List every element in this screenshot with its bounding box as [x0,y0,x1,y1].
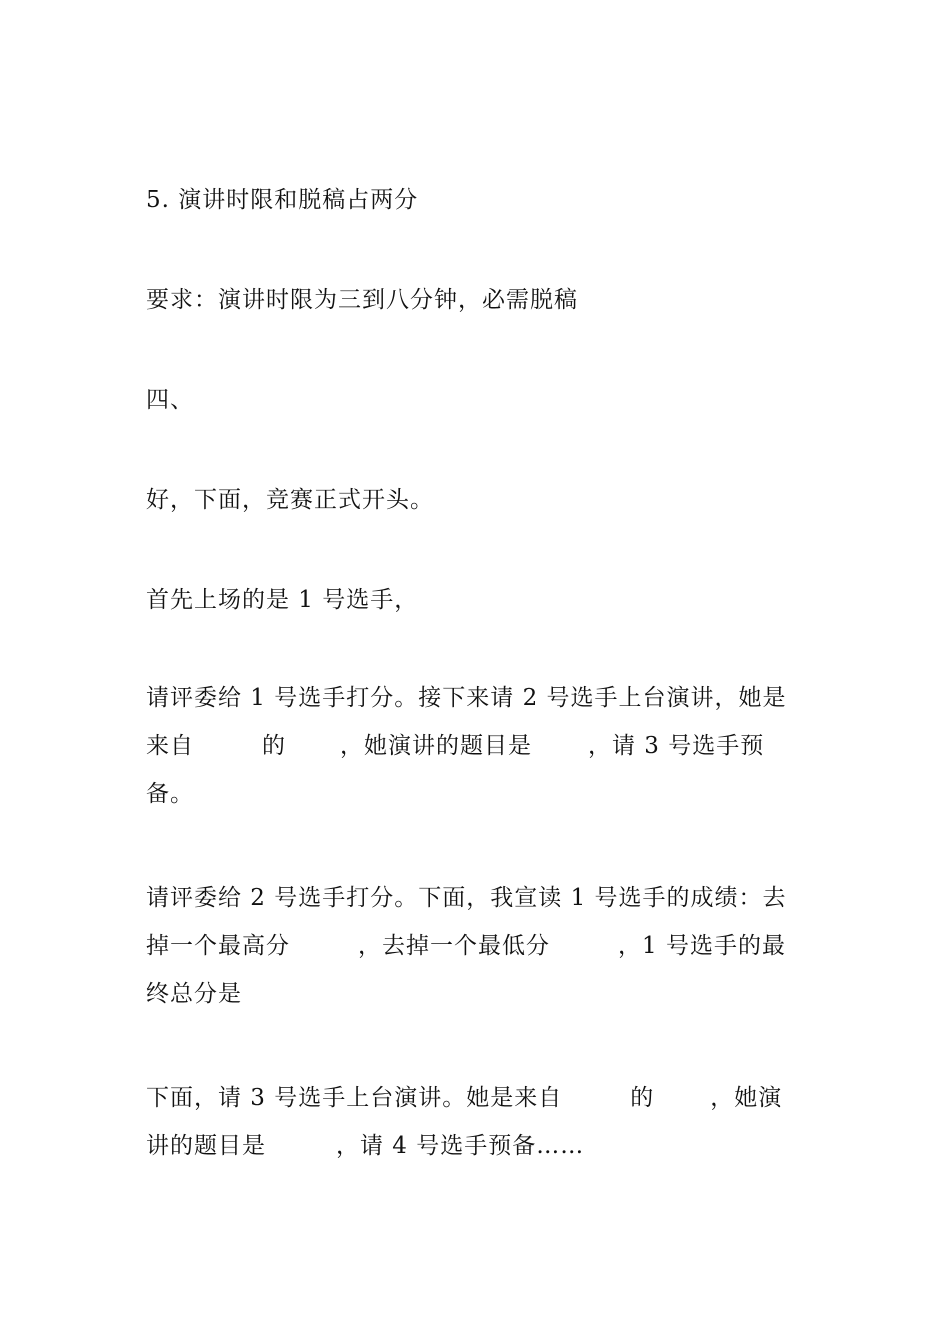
text-fragment: 的 [262,733,286,759]
text-fragment: ，请 4 号选手预备…… [336,1133,585,1159]
text-line [146,1122,806,1170]
section-heading-four [146,376,806,424]
text-line: 要求：演讲时限为三到八分钟，必需脱稿 [146,287,578,313]
text-line: 终总分是 [146,981,242,1007]
text-line: 5. 演讲时限和脱稿占两分 [146,187,419,213]
text-fragment: ，她演讲的题目是 [340,733,532,759]
paragraph-third-contestant [146,1074,806,1170]
text-fragment: ，她演 [710,1085,783,1111]
text-fragment: 掉一个最高分 [146,933,290,959]
text-line: 备。 [146,781,194,807]
paragraph-score-announcement [146,874,806,1018]
text-line: 好，下面，竞赛正式开头。 [146,487,434,513]
text-line: 首先上场的是 1 号选手， [146,587,419,613]
text-line: 四、 [146,387,194,413]
text-line: 请评委给 1 号选手打分。接下来请 2 号选手上台演讲，她是 [146,685,787,711]
text-line [146,722,806,770]
text-line [146,1074,806,1122]
text-fragment: ，去掉一个最低分 [358,933,550,959]
text-fragment: 讲的题目是 [146,1133,266,1159]
text-line: 请评委给 2 号选手打分。下面，我宣读 1 号选手的成绩：去 [146,885,787,911]
paragraph-5-time-limit [146,176,806,224]
text-fragment: ，请 3 号选手预 [588,733,765,759]
text-fragment: 下面，请 3 号选手上台演讲。她是来自 [146,1085,563,1111]
paragraph-requirement [146,276,806,324]
text-fragment: 的 [630,1085,655,1111]
paragraph-second-contestant [146,674,806,818]
text-fragment: ，1 号选手的最 [618,933,786,959]
text-fragment: 来自 [146,733,194,759]
text-line [146,922,806,970]
paragraph-competition-start [146,476,806,524]
paragraph-first-contestant [146,576,806,624]
